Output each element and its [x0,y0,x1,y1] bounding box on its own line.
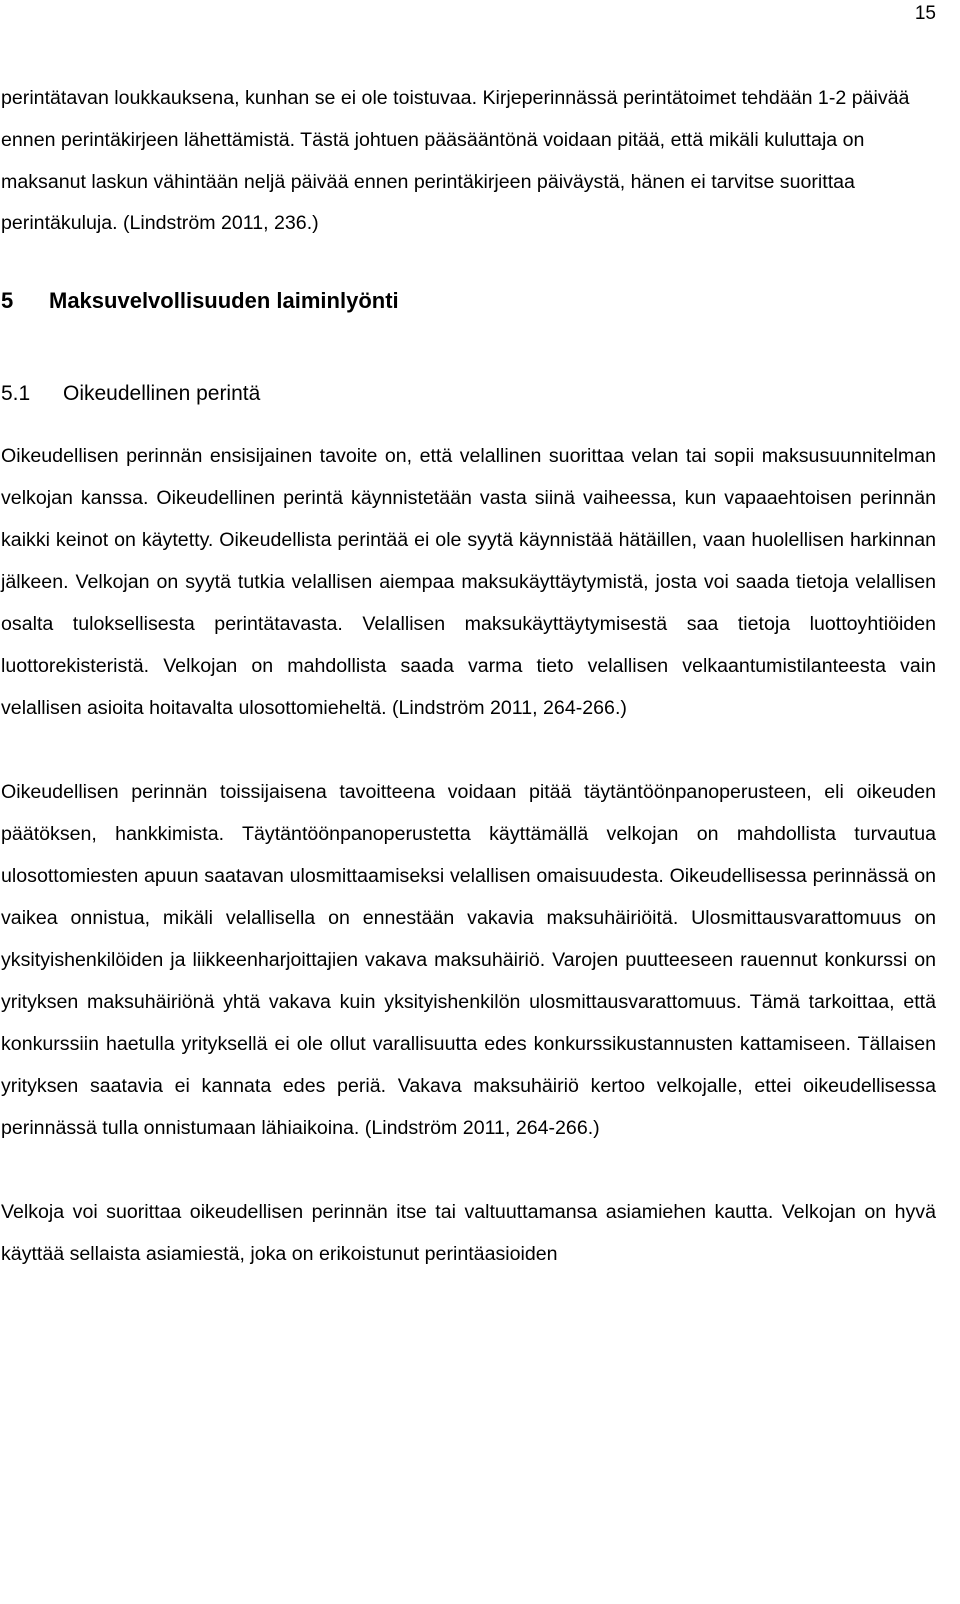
subsection-number: 5.1 [1,382,31,406]
paragraph-agent: Velkoja voi suorittaa oikeudellisen perinnän itse tai valtuuttamansa asiamiehen kautta. Velkojan on hyvä käyttää sellaista asiamiestä, joka on erikoistunut perintäasioiden [1,1201,936,1266]
intro-paragraph: perintätavan loukkauksena, kunhan se ei ole toistuvaa. Kirjeperinnässä perintätoimet tehdään 1-2 päivää ennen perintäkirjeen lähettämistä. Tästä johtuen pääsääntönä voidaan pitää, että mikäli kuluttaja on maksanut laskun vähintään neljä päivää ennen perintäkirjeen päiväystä, hänen ei tarvitse suorittaa perintäkuluja. (Lindström 2011, 236.) [1,87,910,235]
section-title: Maksuvelvollisuuden laiminlyönti [49,288,399,314]
section-heading [1,286,936,316]
subsection-title: Oikeudellinen perintä [63,382,261,406]
section-number: 5 [1,288,14,314]
subsection-heading [1,379,936,409]
paragraph-legal-collection-goal: Oikeudellisen perinnän ensisijainen tavoite on, että velallinen suorittaa velan tai sopii maksusuunnitelman velkojan kanssa. Oikeudellinen perintä käynnistetään vasta siinä vaiheessa, kun vapaaehtoisen perinnän kaikki keinot on käytetty. Oikeudellista perintää ei ole syytä käynnistää hätäillen, vaan huolellisen harkinnan jälkeen. Velkojan on syytä tutkia velallisen aiempaa maksukäyttäytymistä, josta voi saada tietoja velallisen osalta tuloksellisesta perintätavasta. Velallisen maksukäyttäytymisestä saa tietoja luottoyhtiöiden luottorekisteristä. Velkojan on mahdollista saada varma tieto velallisen velkaantumistilanteesta vain velallisen asioita hoitavalta ulosottomieheltä. (Lindström 2011, 264-266.) [1,445,936,720]
document-body [1,78,936,1275]
paragraph-enforcement-basis: Oikeudellisen perinnän toissijaisena tavoitteena voidaan pitää täytäntöönpanoperusteen, eli oikeuden päätöksen, hankkimista. Täytäntöönpanoperustetta käyttämällä velkojan on mahdollista turvautua ulosottomiesten apuun saatavan ulosmittaamiseksi velallisen omaisuudesta. Oikeudellisessa perinnässä on vaikea onnistua, mikäli velallisella on ennestään vakavia maksuhäiriöitä. Ulosmittausvarattomuus on yksityishenkilöiden ja liikkeenharjoittajien vakava maksuhäiriö. Varojen puutteeseen rauennut konkurssi on yrityksen maksuhäiriönä yhtä vakava kuin yksityishenkilön ulosmittausvarattomuus. Tämä tarkoittaa, että konkurssiin haetulla yrityksellä ei ole ollut varallisuutta edes konkurssikustannusten kattamiseen. Tällaisen yrityksen saatavia ei kannata edes periä. Vakava maksuhäiriö kertoo velkojalle, ettei oikeudellisessa perinnässä tulla onnistumaan lähiaikoina. (Lindström 2011, 264-266.) [1,781,936,1140]
page-number: 15 [914,3,936,24]
